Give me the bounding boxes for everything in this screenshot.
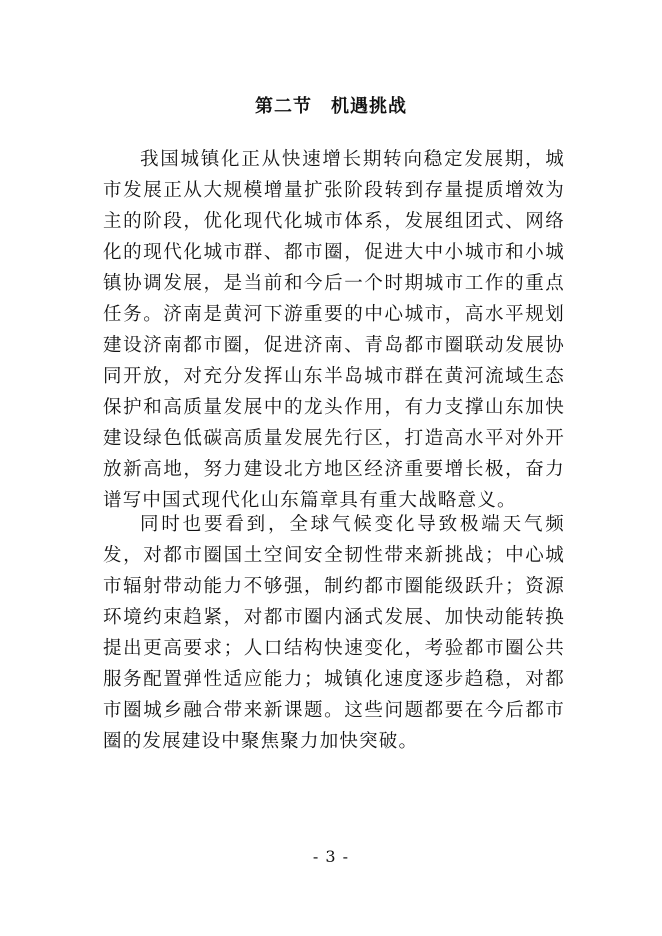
page-number: - 3 - (312, 847, 350, 866)
paragraph-opportunities: 我国城镇化正从快速增长期转向稳定发展期，城市发展正从大规模增量扩张阶段转到存量提质增效为主的阶段，优化现代化城市体系，发展组团式、网络化的现代化城市群、都市圈，促进大中小城市和小城镇协调发展，是当前和今后一个时期城市工作的重点任务。济南是黄河下游重要的中心城市，高水平规划建设济南都市圈，促进济南、青岛都市圈联动发展协同开放，对充分发挥山东半岛城市群在黄河流域生态保护和高质量发展中的龙头作用，有力支撑山东加快建设绿色低碳高质量发展先行区，打造高水平对外开放新高地，努力建设北方地区经济重要增长极，奋力谱写中国式现代化山东篇章具有重大战略意义。 (103, 149, 565, 511)
paragraph-challenges: 同时也要看到，全球气候变化导致极端天气频发，对都市圈国土空间安全韧性带来新挑战；中心城市辐射带动能力不够强，制约都市圈能级跃升；资源环境约束趋紧，对都市圈内涵式发展、加快动能转换提出更高要求；人口结构快速变化，考验都市圈公共服务配置弹性适应能力；城镇化速度逐步趋稳，对都市圈城乡融合带来新课题。这些问题都要在今后都市圈的发展建设中聚焦聚力加快突破。 (103, 514, 565, 752)
section-title: 第二节 机遇挑战 (255, 96, 407, 117)
